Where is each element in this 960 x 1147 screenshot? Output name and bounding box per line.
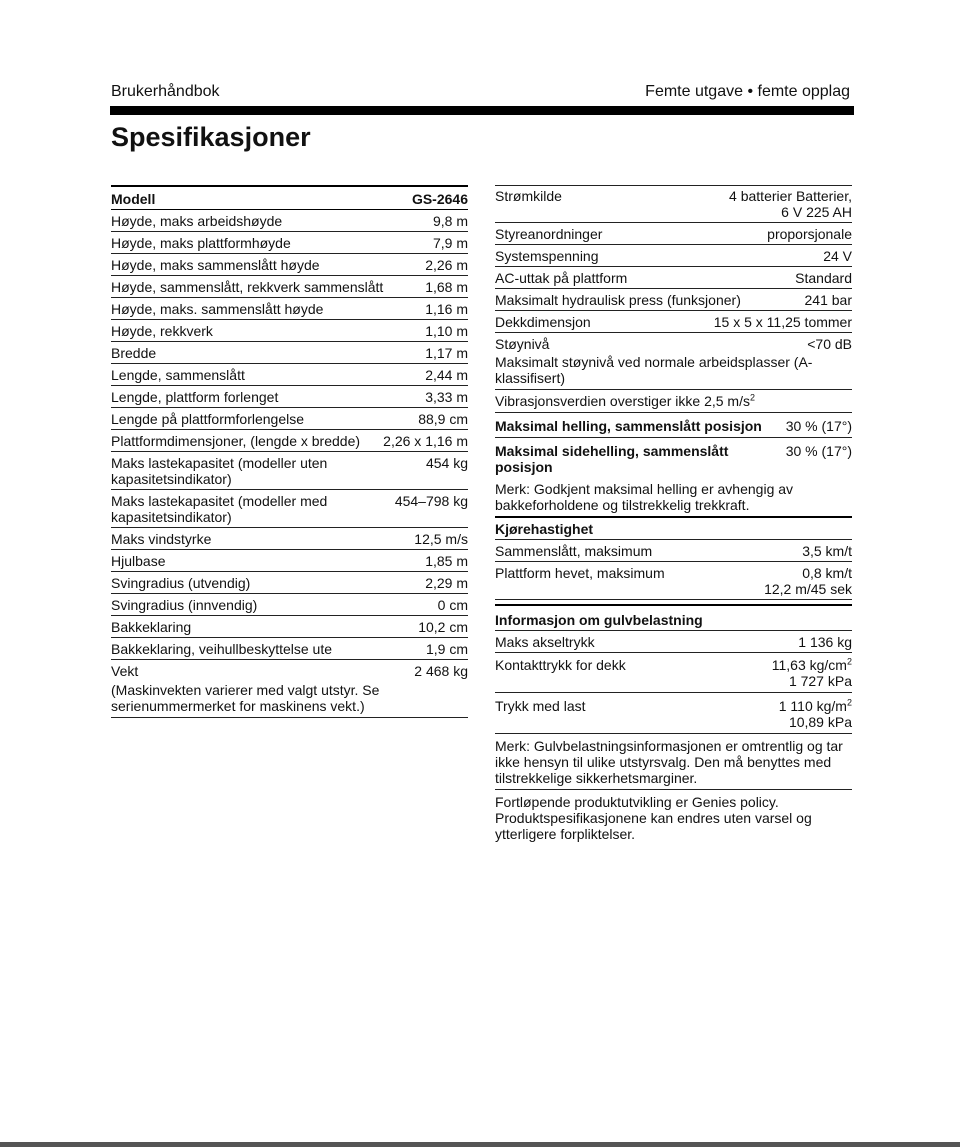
- spec-value: 1,9 cm: [425, 641, 468, 657]
- spec-label: Plattformdimensjoner, (lengde x bredde): [111, 433, 361, 449]
- spec-row: [111, 364, 468, 386]
- drive-speed-heading: Kjørehastighet: [495, 516, 852, 540]
- spec-label: Bredde: [111, 345, 157, 361]
- spec-row: [111, 254, 468, 276]
- spec-label: Styreanordninger: [495, 226, 603, 242]
- spec-row: [495, 311, 852, 333]
- spec-label: Lengde, plattform forlenget: [111, 389, 279, 405]
- spec-row: [111, 616, 468, 638]
- spec-label: Lengde på plattformforlengelse: [111, 411, 305, 427]
- spec-row: [495, 223, 852, 245]
- spec-value: 4 batterier Batterier, 6 V 225 AH: [729, 188, 852, 220]
- vibration-row: [495, 390, 852, 413]
- noise-value: <70 dB: [807, 336, 852, 352]
- tire-contact-label: Kontakttrykk for dekk: [495, 657, 626, 673]
- noise-row: [495, 333, 852, 354]
- specs-left-column: [111, 185, 468, 718]
- side-slope-label: Maksimal sidehelling, sammenslått posisjon: [495, 443, 729, 475]
- spec-label: Maks vindstyrke: [111, 531, 212, 547]
- loaded-pressure-row: [495, 693, 852, 734]
- spec-row: [111, 528, 468, 550]
- tire-contact-value-2: 1 727 kPa: [788, 673, 852, 689]
- spec-label: Svingradius (innvendig): [111, 597, 258, 613]
- spec-row: [111, 550, 468, 572]
- header-manual-label: Brukerhåndbok: [111, 83, 220, 100]
- spec-value: 24 V: [823, 248, 852, 264]
- spec-row: [111, 430, 468, 452]
- left-spec-rows: [111, 210, 468, 660]
- spec-value: 2,29 m: [425, 575, 468, 591]
- spec-label: Dekkdimensjon: [495, 314, 591, 330]
- spec-value: 15 x 5 x 11,25 tommer: [713, 314, 852, 330]
- spec-label: Maks lastekapasitet (modeller med kapasitetsindikator): [111, 493, 328, 525]
- spec-value: Standard: [795, 270, 852, 286]
- spec-row: [111, 452, 468, 490]
- spec-value: 10,2 cm: [418, 619, 468, 635]
- axle-load-label: Maks akseltrykk: [495, 634, 595, 650]
- tire-contact-superscript: 2: [846, 656, 852, 667]
- loaded-pressure-values: [779, 698, 852, 730]
- noise-label: Støynivå: [495, 336, 550, 352]
- spec-row: [111, 638, 468, 660]
- spec-value: 88,9 cm: [418, 411, 468, 427]
- spec-row: [111, 594, 468, 616]
- spec-label: Høyde, rekkverk: [111, 323, 213, 339]
- spec-label: Bakkeklaring: [111, 619, 192, 635]
- spec-row: [111, 386, 468, 408]
- loaded-pressure-value-1: 1 110 kg/m: [778, 698, 847, 714]
- loaded-pressure-label: Trykk med last: [495, 698, 586, 714]
- weight-value: 2 468 kg: [414, 663, 468, 679]
- drive-speed-label: Plattform hevet, maksimum: [495, 565, 665, 581]
- drive-speed-value: 0,8 km/t 12,2 m/45 sek: [764, 565, 852, 597]
- spec-row: [111, 572, 468, 594]
- spec-label: Maksimalt hydraulisk press (funksjoner): [495, 292, 741, 308]
- spec-row: [495, 245, 852, 267]
- spec-value: 1,17 m: [425, 345, 468, 361]
- spec-label: Hjulbase: [111, 553, 166, 569]
- policy-note: Fortløpende produktutvikling er Genies policy. Produktspesifikasjonene kan endres uten varsel og ytterligere forpliktelser.: [495, 794, 812, 842]
- spec-value: 2,44 m: [425, 367, 468, 383]
- spec-label: Høyde, maks sammenslått høyde: [111, 257, 320, 273]
- spec-value: 2,26 x 1,16 m: [383, 433, 468, 449]
- spec-label: Bakkeklaring, veihullbeskyttelse ute: [111, 641, 333, 657]
- model-header-row: [111, 185, 468, 210]
- drive-speed-label: Sammenslått, maksimum: [495, 543, 653, 559]
- spec-row: [111, 490, 468, 528]
- spec-value: 1,16 m: [425, 301, 468, 317]
- spec-value: 0 cm: [437, 597, 468, 613]
- drive-speed-value: 3,5 km/t: [802, 543, 852, 559]
- spec-value: 2,26 m: [425, 257, 468, 273]
- spec-row: [495, 185, 852, 223]
- spec-label: Høyde, maks arbeidshøyde: [111, 213, 283, 229]
- spec-value: 454 kg: [425, 455, 468, 471]
- spec-label: Svingradius (utvendig): [111, 575, 251, 591]
- right-spec-rows: [495, 185, 852, 333]
- floor-load-note: Merk: Gulvbelastningsinformasjonen er omtrentlig og tar ikke hensyn til ulike utstyrsvalg. Den må benyttes med tilstrekkelige sikkerhetsmarginer.: [495, 734, 852, 790]
- header-edition-label: Femte utgave • femte opplag: [645, 83, 850, 100]
- spec-value: 12,5 m/s: [414, 531, 468, 547]
- weight-note: (Maskinvekten varierer med valgt utstyr. Se serienummermerket for maskinens vekt.): [111, 681, 468, 718]
- floor-load-heading: Informasjon om gulvbelastning: [495, 604, 852, 631]
- tire-contact-values: [772, 657, 852, 689]
- side-slope-value: 30 % (17°): [785, 443, 852, 459]
- tire-contact-value-1: 11,63 kg/cm: [771, 657, 847, 673]
- spec-value: 1,10 m: [425, 323, 468, 339]
- model-label: Modell: [111, 191, 156, 207]
- drive-speed-row: [495, 540, 852, 562]
- spec-label: Høyde, maks plattformhøyde: [111, 235, 291, 251]
- spec-row: [111, 320, 468, 342]
- slope-note: Merk: Godkjent maksimal helling er avhengig av bakkeforholdene og tilstrekkelig trekkraft.: [495, 481, 794, 513]
- spec-row: [111, 298, 468, 320]
- drive-speed-rows: [495, 540, 852, 600]
- axle-load-row: [495, 631, 852, 653]
- spec-value: proporsjonale: [767, 226, 852, 242]
- spec-value: 3,33 m: [425, 389, 468, 405]
- spec-label: Høyde, sammenslått, rekkverk sammenslått: [111, 279, 384, 295]
- spec-row: [495, 289, 852, 311]
- spec-value: 9,8 m: [432, 213, 468, 229]
- spec-value: 1,85 m: [425, 553, 468, 569]
- spec-label: Strømkilde: [495, 188, 562, 204]
- spec-label: AC-uttak på plattform: [495, 270, 628, 286]
- spec-value: 1,68 m: [425, 279, 468, 295]
- spec-label: Høyde, maks. sammenslått høyde: [111, 301, 324, 317]
- noise-description: Maksimalt støynivå ved normale arbeidsplasser (A-klassifisert): [495, 354, 852, 390]
- loaded-pressure-superscript: 2: [846, 697, 852, 708]
- header-rule: [110, 106, 854, 115]
- spec-row: [111, 408, 468, 430]
- loaded-pressure-value-2: 10,89 kPa: [788, 714, 852, 730]
- vibration-superscript: 2: [749, 392, 755, 403]
- spec-row: [111, 232, 468, 254]
- specs-right-column: [495, 185, 852, 844]
- axle-load-value: 1 136 kg: [798, 634, 852, 650]
- slope-value: 30 % (17°): [785, 418, 852, 434]
- side-slope-row: [495, 438, 852, 477]
- spec-value: 241 bar: [804, 292, 852, 308]
- spec-value: 454–798 kg: [394, 493, 468, 509]
- spec-label: Systemspenning: [495, 248, 599, 264]
- bottom-edge-bar: [0, 1142, 960, 1147]
- spec-row: [111, 210, 468, 232]
- tire-contact-row: [495, 653, 852, 693]
- slope-label: Maksimal helling, sammenslått posisjon: [495, 418, 762, 434]
- model-value: GS-2646: [411, 191, 468, 207]
- page-title: Spesifikasjoner: [111, 122, 311, 152]
- spec-value: 7,9 m: [432, 235, 468, 251]
- spec-row: [111, 276, 468, 298]
- drive-speed-row: [495, 562, 852, 600]
- spec-label: Maks lastekapasitet (modeller uten kapasitetsindikator): [111, 455, 328, 487]
- vibration-text: Vibrasjonsverdien overstiger ikke 2,5 m/s: [495, 393, 750, 409]
- spec-row: [495, 267, 852, 289]
- weight-label: Vekt: [111, 663, 139, 679]
- spec-row: [111, 342, 468, 364]
- slope-row: [495, 413, 852, 438]
- weight-row: [111, 660, 468, 681]
- spec-label: Lengde, sammenslått: [111, 367, 245, 383]
